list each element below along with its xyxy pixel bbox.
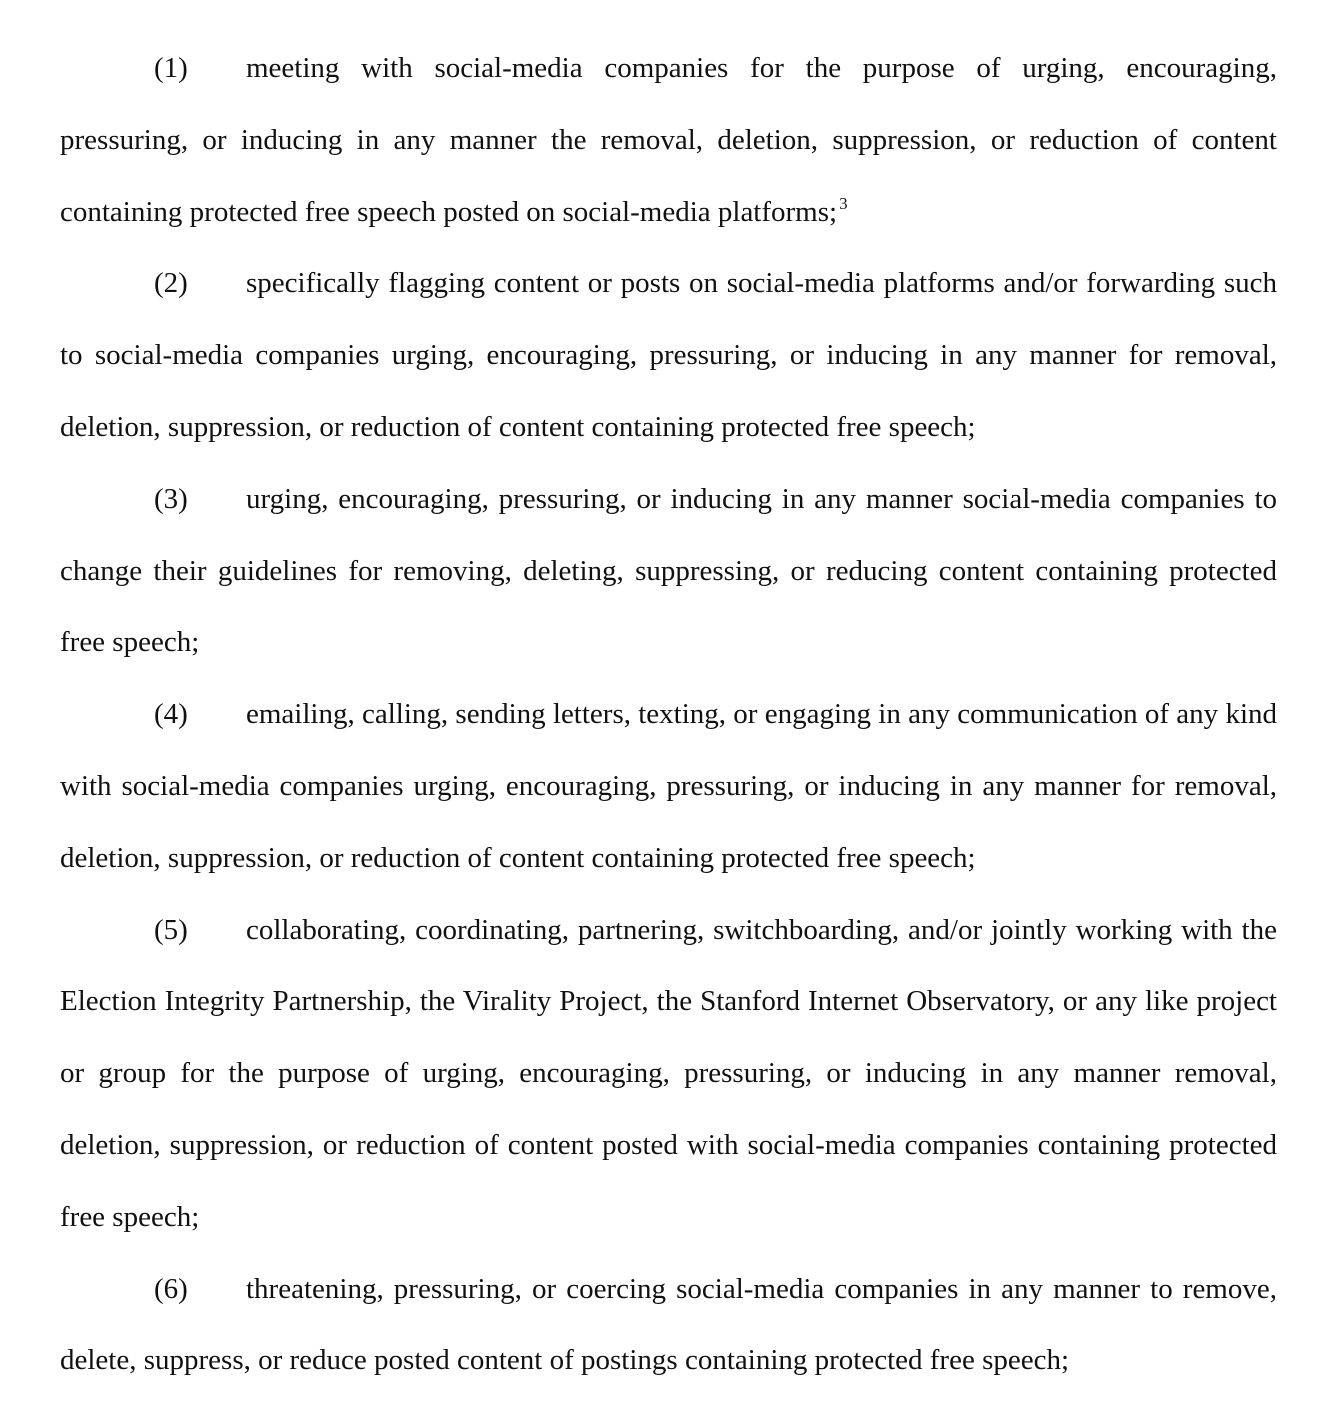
item-text: collaborating, coordinating, partnering, switchboarding, and/or jointly working with the Election Integrity Partnership, the Virality Project, the Stanford Internet Observatory, or any like project or group for the purpose of urging, encouraging, pressuring, or inducing in any manner removal, deletion, suppression, or reduction of content posted with social-media companies containing protected free speech; (60, 913, 1277, 1233)
item-text: specifically flagging content or posts on social-media platforms and/or forwarding such to social-media companies urging, encouraging, pressuring, or inducing in any manner for removal, deletion, suppression, or reduction of content containing protected free speech; (60, 267, 1277, 443)
item-number: (3) (154, 482, 188, 515)
list-item-1 (60, 33, 1277, 248)
document-page (60, 33, 1277, 1397)
list-item-2 (60, 248, 1277, 463)
item-text: threatening, pressuring, or coercing social-media companies in any manner to remove, delete, suppress, or reduce posted content of postings containing protected free speech; (60, 1272, 1277, 1377)
list-item-3 (60, 464, 1277, 679)
footnote-marker[interactable]: 3 (839, 193, 848, 213)
item-number: (1) (154, 52, 188, 84)
item-number: (6) (154, 1272, 188, 1305)
list-item-6 (60, 1254, 1277, 1398)
list-item-5 (60, 895, 1277, 1254)
item-text: urging, encouraging, pressuring, or inducing in any manner social-media companies to change their guidelines for removing, deleting, suppressing, or reducing content containing protected free speech; (60, 482, 1277, 659)
item-number: (2) (154, 267, 188, 300)
item-text: meeting with social-media companies for the purpose of urging, encouraging, pressuring, or inducing in any manner the removal, deletion, suppression, or reduction of content containing protected free speech posted on social-media platforms; (60, 52, 1277, 228)
item-number: (5) (154, 913, 188, 946)
item-number: (4) (154, 698, 188, 731)
list-item-4 (60, 679, 1277, 894)
item-text: emailing, calling, sending letters, texting, or engaging in any communication of any kind with social-media companies urging, encouraging, pressuring, or inducing in any manner for removal, deletion, suppression, or reduction of content containing protected free speech; (60, 698, 1277, 874)
